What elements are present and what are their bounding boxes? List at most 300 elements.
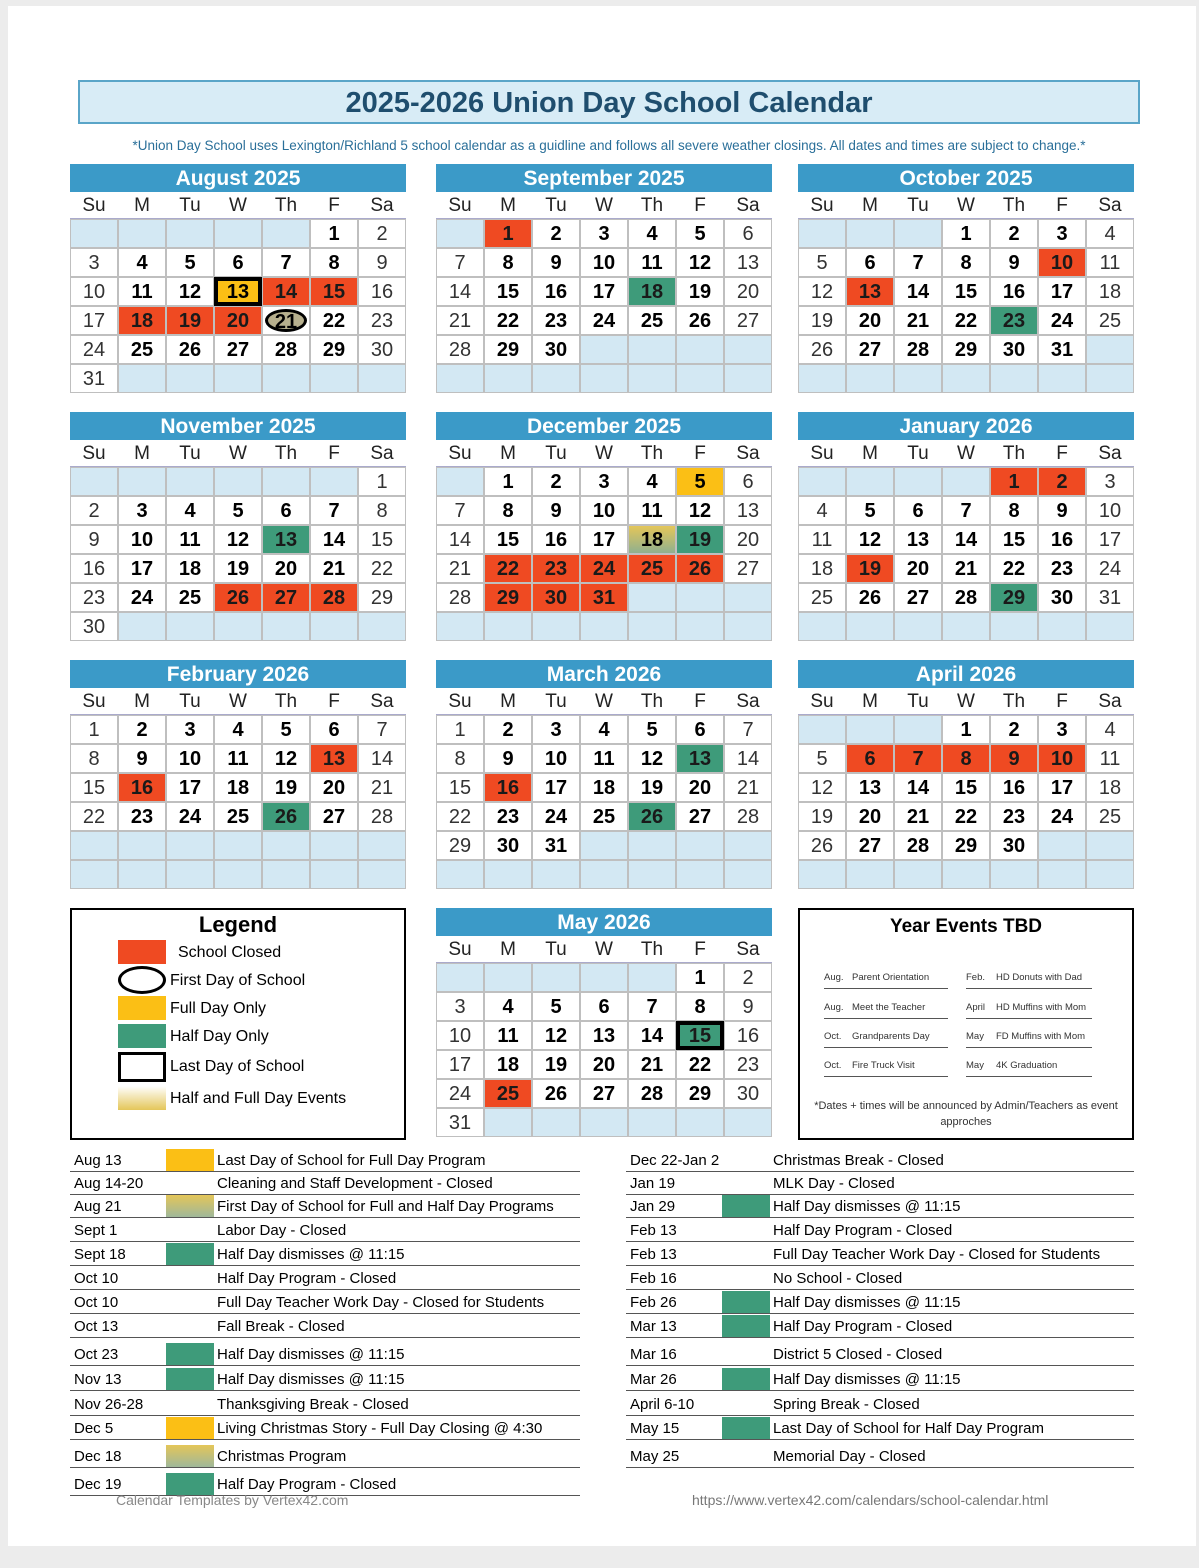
day-cell: 19 (676, 525, 724, 554)
date-description: Full Day Teacher Work Day - Closed for Students (217, 1294, 545, 1311)
weekday-header: Tu (166, 192, 214, 219)
year-event-month: Aug. (824, 972, 844, 983)
day-cell: 27 (310, 802, 358, 831)
month-title: August 2025 (70, 164, 406, 192)
year-event-month: April (966, 1002, 986, 1013)
day-cell: 8 (358, 496, 406, 525)
empty-day-cell (118, 219, 166, 248)
day-cell: 26 (532, 1079, 580, 1108)
weekday-header: Sa (1086, 688, 1134, 715)
day-cell: 25 (1086, 802, 1134, 831)
weekday-header: Th (990, 688, 1038, 715)
day-cell: 13 (580, 1021, 628, 1050)
day-cell: 7 (628, 992, 676, 1021)
day-cell: 27 (894, 583, 942, 612)
day-cell: 27 (846, 831, 894, 860)
date-swatch (166, 1368, 214, 1390)
weekday-header: Su (436, 936, 484, 963)
empty-day-cell (214, 219, 262, 248)
month-0 (70, 164, 406, 393)
day-cell: 16 (484, 773, 532, 802)
day-cell: 8 (484, 248, 532, 277)
day-cell: 2 (484, 715, 532, 744)
month-grid (798, 192, 1134, 393)
day-cell: 18 (118, 306, 166, 335)
day-cell: 9 (990, 744, 1038, 773)
weekday-header: W (942, 440, 990, 467)
day-cell: 22 (942, 802, 990, 831)
day-cell: 1 (358, 467, 406, 496)
empty-day-cell (628, 963, 676, 992)
day-cell: 25 (214, 802, 262, 831)
month-7 (436, 660, 772, 889)
weekday-header: Tu (532, 688, 580, 715)
empty-day-cell (532, 860, 580, 889)
date-row-right (626, 1290, 1134, 1314)
empty-day-cell (894, 467, 942, 496)
day-cell: 3 (580, 219, 628, 248)
legend-label: Half Day Only (170, 1028, 269, 1045)
day-cell: 2 (724, 963, 772, 992)
date-description: Last Day of School for Full Day Program (217, 1152, 486, 1169)
day-cell: 9 (484, 744, 532, 773)
empty-day-cell (942, 612, 990, 641)
day-cell: 6 (262, 496, 310, 525)
year-event-right (966, 1060, 1092, 1077)
day-cell: 3 (166, 715, 214, 744)
day-cell: 22 (676, 1050, 724, 1079)
day-cell: 12 (166, 277, 214, 306)
empty-day-cell (580, 364, 628, 393)
weekday-header: F (676, 440, 724, 467)
weekday-header: Sa (358, 688, 406, 715)
day-cell: 19 (262, 773, 310, 802)
day-cell: 7 (894, 744, 942, 773)
day-cell: 18 (484, 1050, 532, 1079)
day-cell: 17 (1086, 525, 1134, 554)
day-cell: 4 (484, 992, 532, 1021)
day-cell: 24 (580, 306, 628, 335)
month-3 (70, 412, 406, 641)
empty-day-cell (724, 583, 772, 612)
day-cell: 20 (214, 306, 262, 335)
empty-day-cell (1086, 335, 1134, 364)
weekday-header: Su (70, 192, 118, 219)
year-event-left (824, 1060, 948, 1077)
empty-day-cell (798, 364, 846, 393)
empty-day-cell (724, 612, 772, 641)
empty-day-cell (628, 335, 676, 364)
day-cell: 28 (436, 583, 484, 612)
empty-day-cell (484, 1108, 532, 1137)
day-cell: 5 (798, 744, 846, 773)
date-description: Fall Break - Closed (217, 1318, 345, 1335)
day-cell: 30 (484, 831, 532, 860)
month-1 (436, 164, 772, 393)
empty-day-cell (166, 219, 214, 248)
day-cell: 5 (166, 248, 214, 277)
empty-day-cell (894, 860, 942, 889)
weekday-header: M (484, 192, 532, 219)
month-title: December 2025 (436, 412, 772, 440)
empty-day-cell (676, 831, 724, 860)
day-cell: 16 (724, 1021, 772, 1050)
day-cell: 25 (166, 583, 214, 612)
empty-day-cell (798, 467, 846, 496)
day-cell: 11 (628, 248, 676, 277)
empty-day-cell (990, 612, 1038, 641)
day-cell: 18 (1086, 277, 1134, 306)
footer-credit: Calendar Templates by Vertex42.com (116, 1492, 349, 1508)
day-cell: 3 (118, 496, 166, 525)
day-cell: 10 (532, 744, 580, 773)
day-cell: 14 (628, 1021, 676, 1050)
legend-title: Legend (198, 912, 278, 937)
day-cell: 9 (118, 744, 166, 773)
day-cell: 25 (484, 1079, 532, 1108)
date-row-right (626, 1314, 1134, 1338)
day-cell: 30 (990, 335, 1038, 364)
day-cell: 11 (1086, 248, 1134, 277)
day-cell: 16 (118, 773, 166, 802)
day-cell: 14 (436, 277, 484, 306)
day-cell: 15 (484, 277, 532, 306)
day-cell: 19 (214, 554, 262, 583)
month-2 (798, 164, 1134, 393)
day-cell: 12 (798, 773, 846, 802)
footer-url[interactable]: https://www.vertex42.com/calendars/school-calendar.html (692, 1492, 1049, 1508)
weekday-header: M (846, 192, 894, 219)
day-cell: 16 (70, 554, 118, 583)
empty-day-cell (214, 860, 262, 889)
day-cell: 19 (846, 554, 894, 583)
empty-day-cell (942, 860, 990, 889)
day-cell: 17 (532, 773, 580, 802)
weekday-header: Tu (894, 688, 942, 715)
day-cell: 23 (532, 554, 580, 583)
date-description: Half Day dismisses @ 11:15 (773, 1198, 961, 1215)
day-cell: 23 (484, 802, 532, 831)
weekday-header: Tu (532, 192, 580, 219)
weekday-header: Su (436, 688, 484, 715)
day-cell: 20 (724, 525, 772, 554)
date-row-right (626, 1266, 1134, 1290)
day-cell: 2 (990, 219, 1038, 248)
day-cell: 26 (676, 554, 724, 583)
day-cell: 14 (262, 277, 310, 306)
month-grid (436, 440, 772, 641)
date-description: Christmas Break - Closed (773, 1152, 944, 1169)
date-swatch (722, 1291, 770, 1313)
date-row-right (626, 1444, 1134, 1468)
day-cell: 11 (214, 744, 262, 773)
day-cell: 10 (1038, 248, 1086, 277)
day-cell: 10 (580, 496, 628, 525)
date-row-right (626, 1171, 1134, 1195)
day-cell: 6 (724, 467, 772, 496)
month-6 (70, 660, 406, 889)
day-cell: 21 (310, 554, 358, 583)
day-cell: 26 (798, 335, 846, 364)
empty-day-cell (436, 612, 484, 641)
day-cell: 1 (70, 715, 118, 744)
empty-day-cell (118, 831, 166, 860)
date-description: Half Day Program - Closed (217, 1476, 397, 1493)
date-label: Mar 13 (630, 1318, 677, 1335)
legend-box (70, 908, 406, 1140)
date-description: District 5 Closed - Closed (773, 1346, 943, 1363)
empty-day-cell (166, 364, 214, 393)
empty-day-cell (310, 831, 358, 860)
year-event-month: Oct. (824, 1031, 842, 1042)
day-cell: 29 (484, 335, 532, 364)
weekday-header: Tu (166, 688, 214, 715)
empty-day-cell (1038, 364, 1086, 393)
weekday-header: Tu (894, 192, 942, 219)
date-label: Mar 26 (630, 1371, 677, 1388)
empty-day-cell (484, 860, 532, 889)
legend-swatch (118, 966, 166, 994)
empty-day-cell (846, 467, 894, 496)
day-cell: 10 (118, 525, 166, 554)
day-cell: 15 (436, 773, 484, 802)
day-cell: 4 (798, 496, 846, 525)
weekday-header: W (580, 936, 628, 963)
empty-day-cell (214, 612, 262, 641)
day-cell: 10 (436, 1021, 484, 1050)
day-cell: 18 (628, 277, 676, 306)
empty-day-cell (724, 1108, 772, 1137)
day-cell: 24 (118, 583, 166, 612)
day-cell: 27 (846, 335, 894, 364)
day-cell: 22 (484, 306, 532, 335)
empty-day-cell (1086, 831, 1134, 860)
day-cell: 27 (580, 1079, 628, 1108)
day-cell: 24 (1038, 306, 1086, 335)
weekday-header: F (676, 936, 724, 963)
day-cell: 14 (894, 773, 942, 802)
empty-day-cell (70, 467, 118, 496)
day-cell: 1 (484, 467, 532, 496)
day-cell: 12 (214, 525, 262, 554)
legend-label: School Closed (178, 944, 282, 961)
date-swatch (166, 1243, 214, 1265)
date-label: Oct 10 (74, 1270, 119, 1287)
date-label: Dec 18 (74, 1448, 122, 1465)
weekday-header: Sa (724, 192, 772, 219)
day-cell: 28 (894, 831, 942, 860)
year-event-name: Parent Orientation (852, 972, 930, 983)
month-title: November 2025 (70, 412, 406, 440)
day-cell: 23 (70, 583, 118, 612)
day-cell: 4 (166, 496, 214, 525)
day-cell: 19 (798, 802, 846, 831)
empty-day-cell (628, 583, 676, 612)
weekday-header: W (214, 688, 262, 715)
day-cell: 9 (1038, 496, 1086, 525)
empty-day-cell (798, 219, 846, 248)
day-cell: 27 (214, 335, 262, 364)
empty-day-cell (628, 860, 676, 889)
day-cell: 17 (1038, 773, 1086, 802)
weekday-header: Su (798, 192, 846, 219)
day-cell: 20 (846, 802, 894, 831)
day-cell: 29 (484, 583, 532, 612)
day-cell: 4 (628, 467, 676, 496)
month-title: September 2025 (436, 164, 772, 192)
empty-day-cell (1038, 860, 1086, 889)
day-cell: 7 (894, 248, 942, 277)
empty-day-cell (310, 467, 358, 496)
day-cell: 23 (1038, 554, 1086, 583)
day-cell: 14 (942, 525, 990, 554)
empty-day-cell (580, 335, 628, 364)
day-cell: 6 (894, 496, 942, 525)
day-cell: 19 (798, 306, 846, 335)
date-label: April 6-10 (630, 1396, 695, 1413)
year-event-right (966, 1002, 1092, 1019)
weekday-header: Th (262, 440, 310, 467)
empty-day-cell (942, 364, 990, 393)
weekday-header: Sa (724, 688, 772, 715)
day-cell: 30 (532, 583, 580, 612)
year-event-name: FD Muffins with Mom (996, 1031, 1086, 1042)
day-cell: 3 (532, 715, 580, 744)
day-cell: 2 (990, 715, 1038, 744)
day-cell: 1 (942, 219, 990, 248)
day-cell: 11 (798, 525, 846, 554)
day-cell: 11 (484, 1021, 532, 1050)
day-cell: 5 (846, 496, 894, 525)
day-cell: 4 (1086, 219, 1134, 248)
date-description: Cleaning and Staff Development - Closed (217, 1175, 493, 1192)
empty-day-cell (262, 860, 310, 889)
day-cell: 4 (214, 715, 262, 744)
day-cell: 25 (628, 306, 676, 335)
day-cell: 24 (1038, 802, 1086, 831)
date-label: Sept 1 (74, 1222, 118, 1239)
day-cell: 23 (990, 306, 1038, 335)
day-cell: 18 (580, 773, 628, 802)
day-cell: 17 (166, 773, 214, 802)
month-grid (70, 192, 406, 393)
weekday-header: Tu (532, 440, 580, 467)
date-row-left (70, 1342, 580, 1366)
day-cell: 3 (1038, 715, 1086, 744)
year-event-month: May (966, 1031, 984, 1042)
day-cell: 23 (990, 802, 1038, 831)
day-cell: 13 (846, 773, 894, 802)
empty-day-cell (262, 612, 310, 641)
weekday-header: M (118, 688, 166, 715)
date-description: Thanksgiving Break - Closed (217, 1396, 409, 1413)
day-cell: 21 (358, 773, 406, 802)
weekday-header: W (580, 688, 628, 715)
day-cell: 15 (942, 773, 990, 802)
day-cell: 7 (358, 715, 406, 744)
date-label: Dec 22-Jan 2 (630, 1152, 720, 1169)
empty-day-cell (894, 715, 942, 744)
weekday-header: W (580, 192, 628, 219)
month-grid (798, 688, 1134, 889)
day-cell: 24 (1086, 554, 1134, 583)
legend-label: Last Day of School (170, 1058, 305, 1075)
day-cell: 14 (310, 525, 358, 554)
day-cell: 11 (118, 277, 166, 306)
date-description: No School - Closed (773, 1270, 903, 1287)
empty-day-cell (676, 860, 724, 889)
day-cell: 31 (532, 831, 580, 860)
date-row-right (626, 1342, 1134, 1366)
day-cell: 19 (628, 773, 676, 802)
date-row-left (70, 1242, 580, 1266)
date-row-right (626, 1392, 1134, 1416)
weekday-header: Su (798, 440, 846, 467)
empty-day-cell (676, 612, 724, 641)
day-cell: 31 (580, 583, 628, 612)
year-events-title: Year Events TBD (889, 916, 1043, 937)
empty-day-cell (532, 963, 580, 992)
weekday-header: W (942, 192, 990, 219)
weekday-header: M (846, 688, 894, 715)
date-row-left (70, 1444, 580, 1468)
legend-label: Full Day Only (170, 1000, 267, 1017)
day-cell: 18 (1086, 773, 1134, 802)
day-cell: 17 (1038, 277, 1086, 306)
day-cell: 31 (1086, 583, 1134, 612)
day-cell: 27 (724, 554, 772, 583)
weekday-header: Sa (724, 440, 772, 467)
day-cell: 13 (894, 525, 942, 554)
empty-day-cell (70, 831, 118, 860)
empty-day-cell (676, 335, 724, 364)
day-cell: 1 (676, 963, 724, 992)
day-cell: 7 (942, 496, 990, 525)
day-cell: 6 (846, 248, 894, 277)
month-4 (436, 412, 772, 641)
day-cell: 18 (628, 525, 676, 554)
first-day-ring: 21 (265, 309, 307, 332)
day-cell: 31 (1038, 335, 1086, 364)
date-description: Half Day dismisses @ 11:15 (773, 1371, 961, 1388)
empty-day-cell (580, 1108, 628, 1137)
weekday-header: F (310, 192, 358, 219)
weekday-header: Th (628, 192, 676, 219)
date-label: Aug 14-20 (74, 1175, 144, 1192)
day-cell: 14 (436, 525, 484, 554)
year-event-name: Fire Truck Visit (852, 1060, 915, 1071)
date-swatch (166, 1195, 214, 1217)
empty-day-cell (580, 831, 628, 860)
weekday-header: Th (990, 440, 1038, 467)
day-cell: 17 (580, 277, 628, 306)
day-cell: 31 (436, 1108, 484, 1137)
day-cell: 30 (358, 335, 406, 364)
weekday-header: F (310, 440, 358, 467)
day-cell: 16 (358, 277, 406, 306)
weekday-header: Su (70, 688, 118, 715)
weekday-header: Su (436, 440, 484, 467)
day-cell: 10 (1038, 744, 1086, 773)
year-events-note: *Dates + times will be announced by Admin/Teachers as event approches (814, 1100, 1118, 1128)
day-cell: 2 (532, 467, 580, 496)
day-cell: 13 (724, 248, 772, 277)
date-swatch (722, 1195, 770, 1217)
date-swatch (166, 1417, 214, 1439)
date-row-left (70, 1194, 580, 1218)
date-description: MLK Day - Closed (773, 1175, 895, 1192)
year-event-name: Grandparents Day (852, 1031, 930, 1042)
